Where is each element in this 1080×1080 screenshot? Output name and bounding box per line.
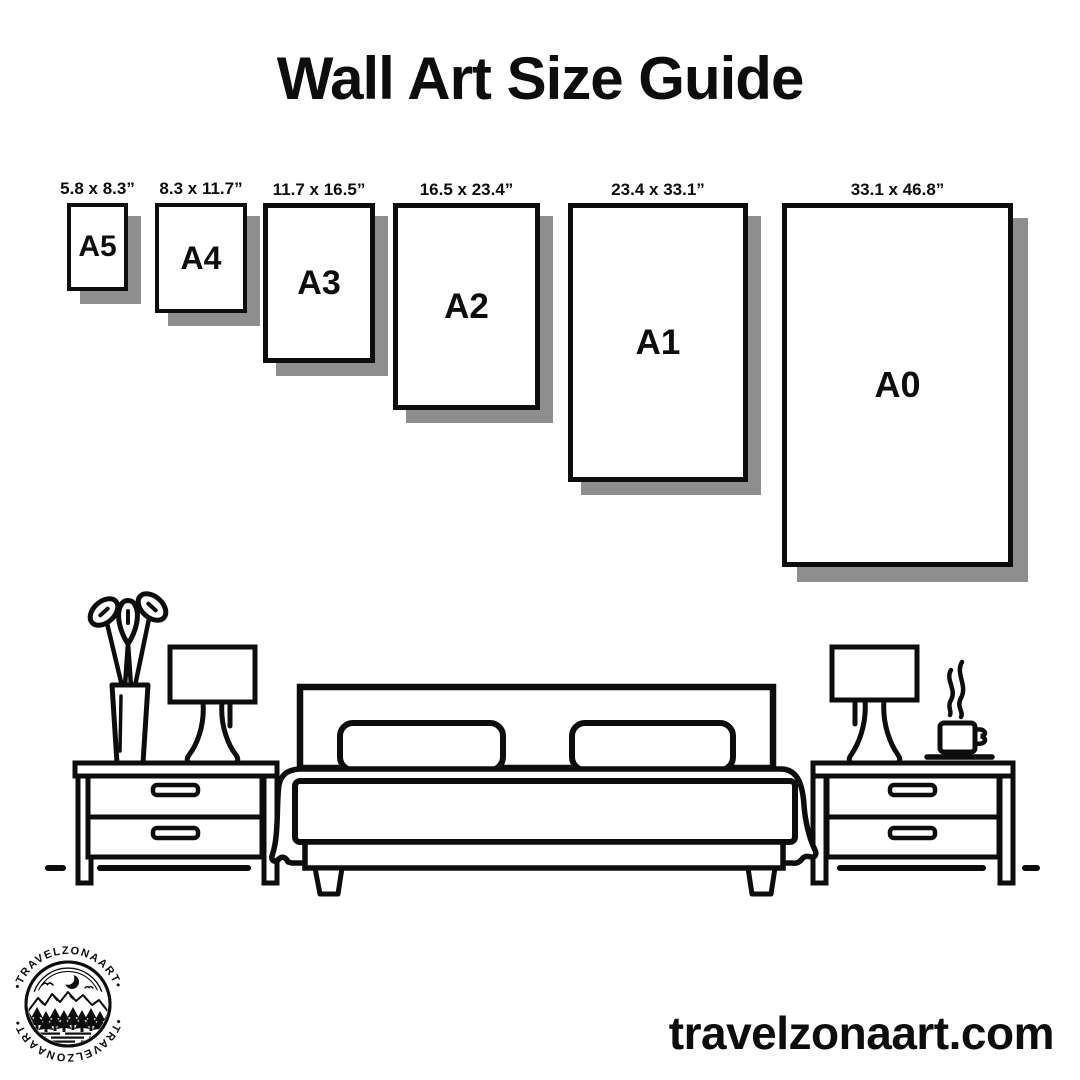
page-title: Wall Art Size Guide: [276, 45, 804, 112]
bedroom-illustration: [40, 585, 1040, 900]
website-url: travelzonaart.com: [668, 1007, 1054, 1059]
size-dims-a0: 33.1 x 46.8”: [850, 180, 945, 199]
size-dims-a1: 23.4 x 33.1”: [611, 180, 705, 199]
nightstand-left-icon: [75, 763, 277, 883]
logo-ring-text-top: •TRAVELZONAART•: [11, 944, 125, 991]
size-code-a2: A2: [444, 287, 489, 326]
size-dims-a5: 5.8 x 8.3”: [60, 179, 135, 198]
size-box-a2: [393, 180, 540, 410]
size-dims-a3: 11.7 x 16.5”: [272, 180, 366, 199]
size-box-a3: [263, 180, 375, 363]
vase-flowers-icon: [85, 588, 171, 763]
bed-icon: [272, 687, 816, 894]
size-dims-a4: 8.3 x 11.7”: [159, 179, 243, 198]
size-code-a0: A0: [874, 364, 921, 405]
size-code-a4: A4: [180, 240, 222, 276]
lamp-right-icon: [832, 647, 917, 763]
size-box-a5: [60, 179, 135, 291]
size-box-a1: [568, 180, 748, 482]
logo-ring-text-bottom: •TRAVELZONAART•: [11, 1017, 125, 1064]
lamp-left-icon: [170, 647, 255, 763]
size-code-a3: A3: [297, 264, 341, 302]
size-dims-a2: 16.5 x 23.4”: [419, 180, 514, 199]
size-code-a1: A1: [635, 323, 681, 362]
coffee-cup-icon: [927, 662, 992, 757]
size-code-a5: A5: [78, 230, 117, 263]
nightstand-right-icon: [813, 763, 1013, 883]
brand-logo: [2, 938, 134, 1070]
size-box-a0: [782, 180, 1013, 567]
size-box-a4: [155, 179, 247, 313]
